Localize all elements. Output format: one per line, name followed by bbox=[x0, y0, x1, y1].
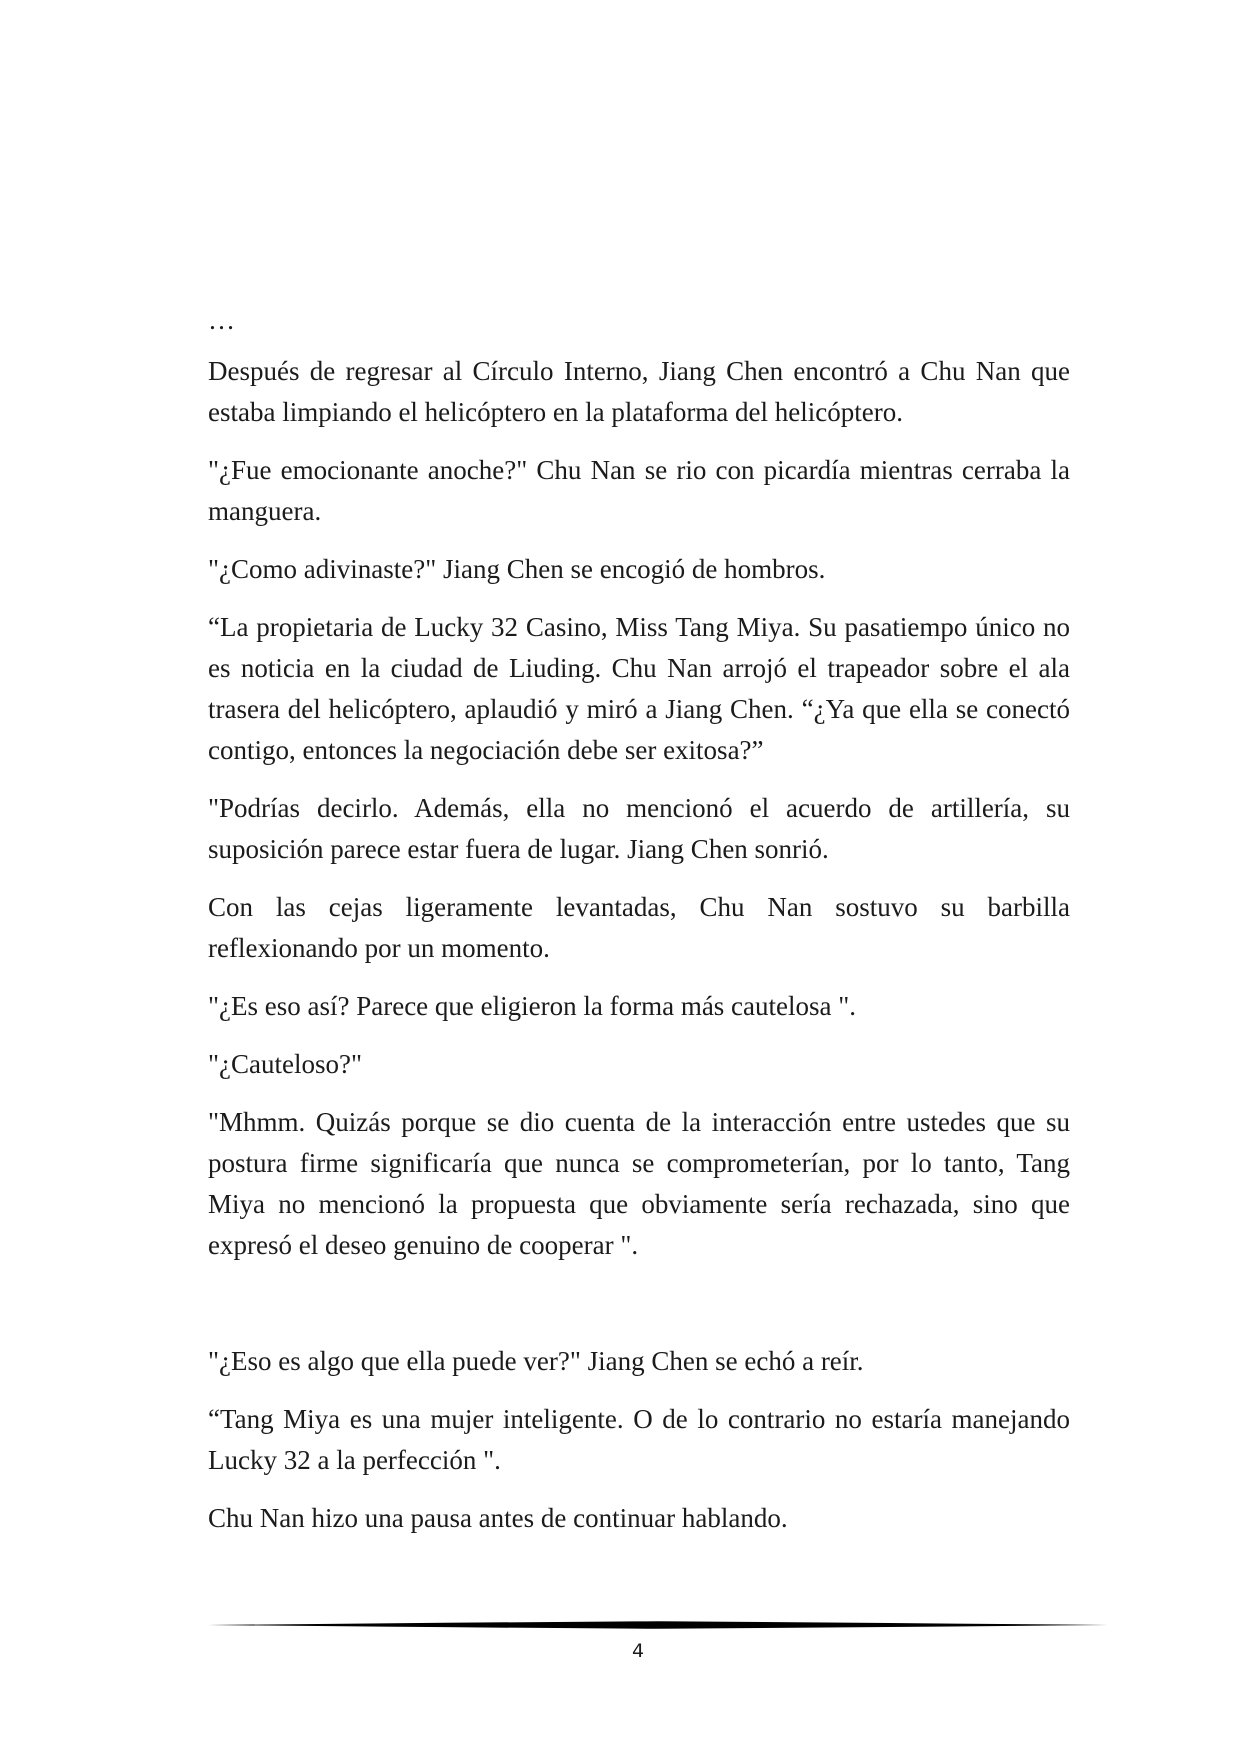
paragraph-3: "¿Como adivinaste?" Jiang Chen se encogió de hombros. bbox=[208, 554, 826, 584]
page-number: 4 bbox=[631, 1640, 645, 1662]
paragraph-12: Chu Nan hizo una pausa antes de continuar hablando. bbox=[208, 1503, 788, 1533]
paragraph-9: "Mhmm. Quizás porque se dio cuenta de la interacción entre ustedes que su postura firme significaría que nunca se comprometerían, por lo tanto, Tang Miya no mencionó la propuesta que obviamente sería rechazada, sino que expresó el deseo genuino de cooperar ". bbox=[208, 1107, 1070, 1260]
footer-divider-line bbox=[208, 1618, 1108, 1632]
paragraph-7: "¿Es eso así? Parece que eligieron la forma más cautelosa ". bbox=[208, 991, 857, 1021]
paragraph-4: “La propietaria de Lucky 32 Casino, Miss Tang Miya. Su pasatiempo único no es noticia en la ciudad de Liuding. Chu Nan arrojó el trapeador sobre el ala trasera del helicóptero, aplaudió y miró a Jiang Chen. “¿Ya que ella se conectó contigo, entonces la negociación debe ser exitosa?” bbox=[208, 612, 1070, 765]
paragraph-gap bbox=[208, 1283, 1070, 1341]
paragraph-8: "¿Cauteloso?" bbox=[208, 1049, 362, 1079]
paragraph-10: "¿Eso es algo que ella puede ver?" Jiang Chen se echó a reír. bbox=[208, 1346, 864, 1376]
paragraph-5: "Podrías decirlo. Además, ella no mencionó el acuerdo de artillería, su suposición parece estar fuera de lugar. Jiang Chen sonrió. bbox=[208, 793, 1070, 864]
paragraph-11: “Tang Miya es una mujer inteligente. O de lo contrario no estaría manejando Lucky 32 a la perfección ". bbox=[208, 1404, 1070, 1475]
paragraph-6: Con las cejas ligeramente levantadas, Chu Nan sostuvo su barbilla reflexionando por un momento. bbox=[208, 892, 1070, 963]
section-break-ellipsis: … bbox=[208, 305, 235, 335]
paragraph-2: "¿Fue emocionante anoche?" Chu Nan se rio con picardía mientras cerraba la manguera. bbox=[208, 455, 1070, 526]
paragraph-1: Después de regresar al Círculo Interno, Jiang Chen encontró a Chu Nan que estaba limpiando el helicóptero en la plataforma del helicóptero. bbox=[208, 356, 1070, 427]
body-text bbox=[208, 300, 1070, 1556]
